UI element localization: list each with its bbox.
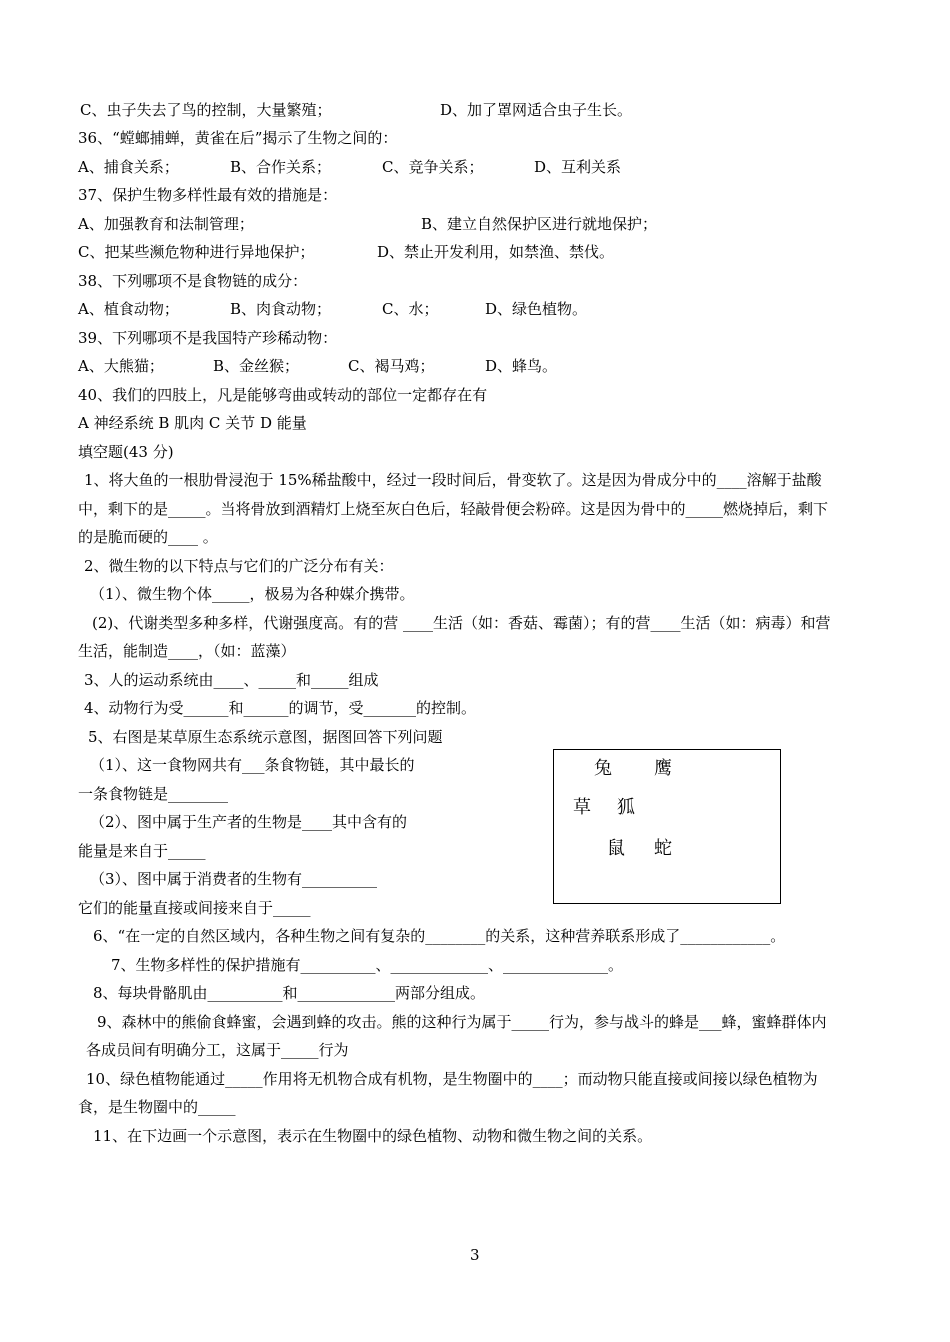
page-number: 3 [470,1246,480,1264]
fill-1-line2: 中，剩下的是_____。当将骨放到酒精灯上烧至灰白色后，轻敲骨便会粉碎。这是因为骨中的_____燃烧掉后，剩下 [78,500,829,518]
option-c: C、褐马鸡； [348,357,435,375]
fill-5-2-line1: （2）、图中属于生产者的生物是____其中含有的 [90,813,408,831]
option-a: A、捕食关系； [78,158,179,176]
snake-label: 蛇 [654,838,672,859]
rabbit-label: 兔 [594,758,612,779]
fill-9-line2: 各成员间有明确分工，这属于_____行为 [86,1041,349,1059]
question-38: 38、下列哪项不是食物链的成分： [78,272,308,290]
fill-5-1-line2: 一条食物链是________ [78,785,229,803]
option-d: D、加了罩网适合虫子生长。 [440,101,633,119]
option-b: B、金丝猴； [213,357,300,375]
fill-8: 8、每块骨骼肌由__________和_____________两部分组成。 [93,984,486,1002]
section-title: 填空题(43 分) [78,443,174,461]
option-c: C、水； [382,300,439,318]
option-d: D、禁止开发利用，如禁渔、禁伐。 [377,243,615,261]
fill-2: 2、微生物的以下特点与它们的广泛分布有关： [84,557,394,575]
option-c: C、把某些濒危物种进行异地保护； [78,243,315,261]
option-d: D、蜂鸟。 [485,357,558,375]
fill-5-1-line1: （1）、这一食物网共有___条食物链，其中最长的 [90,756,415,774]
fill-6: 6、“在一定的自然区域内，各种生物之间有复杂的________的关系，这种营养联系形成了____________。 [93,927,786,945]
option-a: A、大熊猫； [78,357,164,375]
fill-4: 4、动物行为受______和______的调节，受_______的控制。 [84,699,477,717]
fill-5: 5、右图是某草原生态系统示意图，据图回答下列问题 [88,728,443,746]
fill-1-line3: 的是脆而硬的____ 。 [78,528,218,546]
fill-2-1: （1）、微生物个体_____，极易为各种媒介携带。 [90,585,415,603]
fill-3: 3、人的运动系统由____、_____和_____组成 [84,671,379,689]
option-b: B、建立自然保护区进行就地保护； [421,215,658,233]
fill-10-line2: 食，是生物圈中的_____ [78,1098,236,1116]
question-39: 39、下列哪项不是我国特产珍稀动物： [78,329,338,347]
fill-1-line1: 1、将大鱼的一根肋骨浸泡于 15%稀盐酸中，经过一段时间后，骨变软了。这是因为骨成分中的____溶解于盐酸 [84,471,822,489]
option-a: A、加强教育和法制管理； [78,215,254,233]
fill-7: 7、生物多样性的保护措施有__________、_____________、______________。 [111,956,624,974]
option-d: D、绿色植物。 [485,300,588,318]
eagle-label: 鹰 [654,758,672,779]
fill-5-3-line2: 它们的能量直接或间接来自于_____ [78,899,311,917]
food-web-diagram [553,749,781,904]
option-d: D、互利关系 [534,158,622,176]
fill-2-2-line1: (2)、代谢类型多种多样，代谢强度高。有的营 ____生活（如：香菇、霉菌）；有的营____生活（如：病毒）和营 [92,614,831,632]
fill-2-2-line2: 生活，能制造____，（如：蓝藻） [78,642,296,660]
fill-9-line1: 9、森林中的熊偷食蜂蜜，会遇到蜂的攻击。熊的这种行为属于_____行为，参与战斗的蜂是___蜂，蜜蜂群体内 [97,1013,827,1031]
fox-label: 狐 [617,797,635,818]
option-b: B、肉食动物； [230,300,332,318]
question-36: 36、“螳螂捕蝉，黄雀在后”揭示了生物之间的： [78,129,398,147]
option-c: C、虫子失去了鸟的控制，大量繁殖； [80,101,332,119]
question-40: 40、我们的四肢上，凡是能够弯曲或转动的部位一定都存在有 [78,386,488,404]
fill-10-line1: 10、绿色植物能通过_____作用将无机物合成有机物，是生物圈中的____；而动物只能直接或间接以绿色植物为 [86,1070,818,1088]
q40-options: A 神经系统 B 肌肉 C 关节 D 能量 [78,414,307,432]
option-a: A、植食动物； [78,300,179,318]
fill-11: 11、在下边画一个示意图，表示在生物圈中的绿色植物、动物和微生物之间的关系。 [93,1127,653,1145]
fill-5-3-line1: （3）、图中属于消费者的生物有__________ [90,870,378,888]
question-37: 37、保护生物多样性最有效的措施是： [78,186,338,204]
option-c: C、竞争关系； [382,158,484,176]
option-b: B、合作关系； [230,158,332,176]
q35-options-cd [80,100,633,120]
mouse-label: 鼠 [607,838,625,859]
grass-label: 草 [573,797,591,818]
fill-5-2-line2: 能量是来自于_____ [78,842,206,860]
